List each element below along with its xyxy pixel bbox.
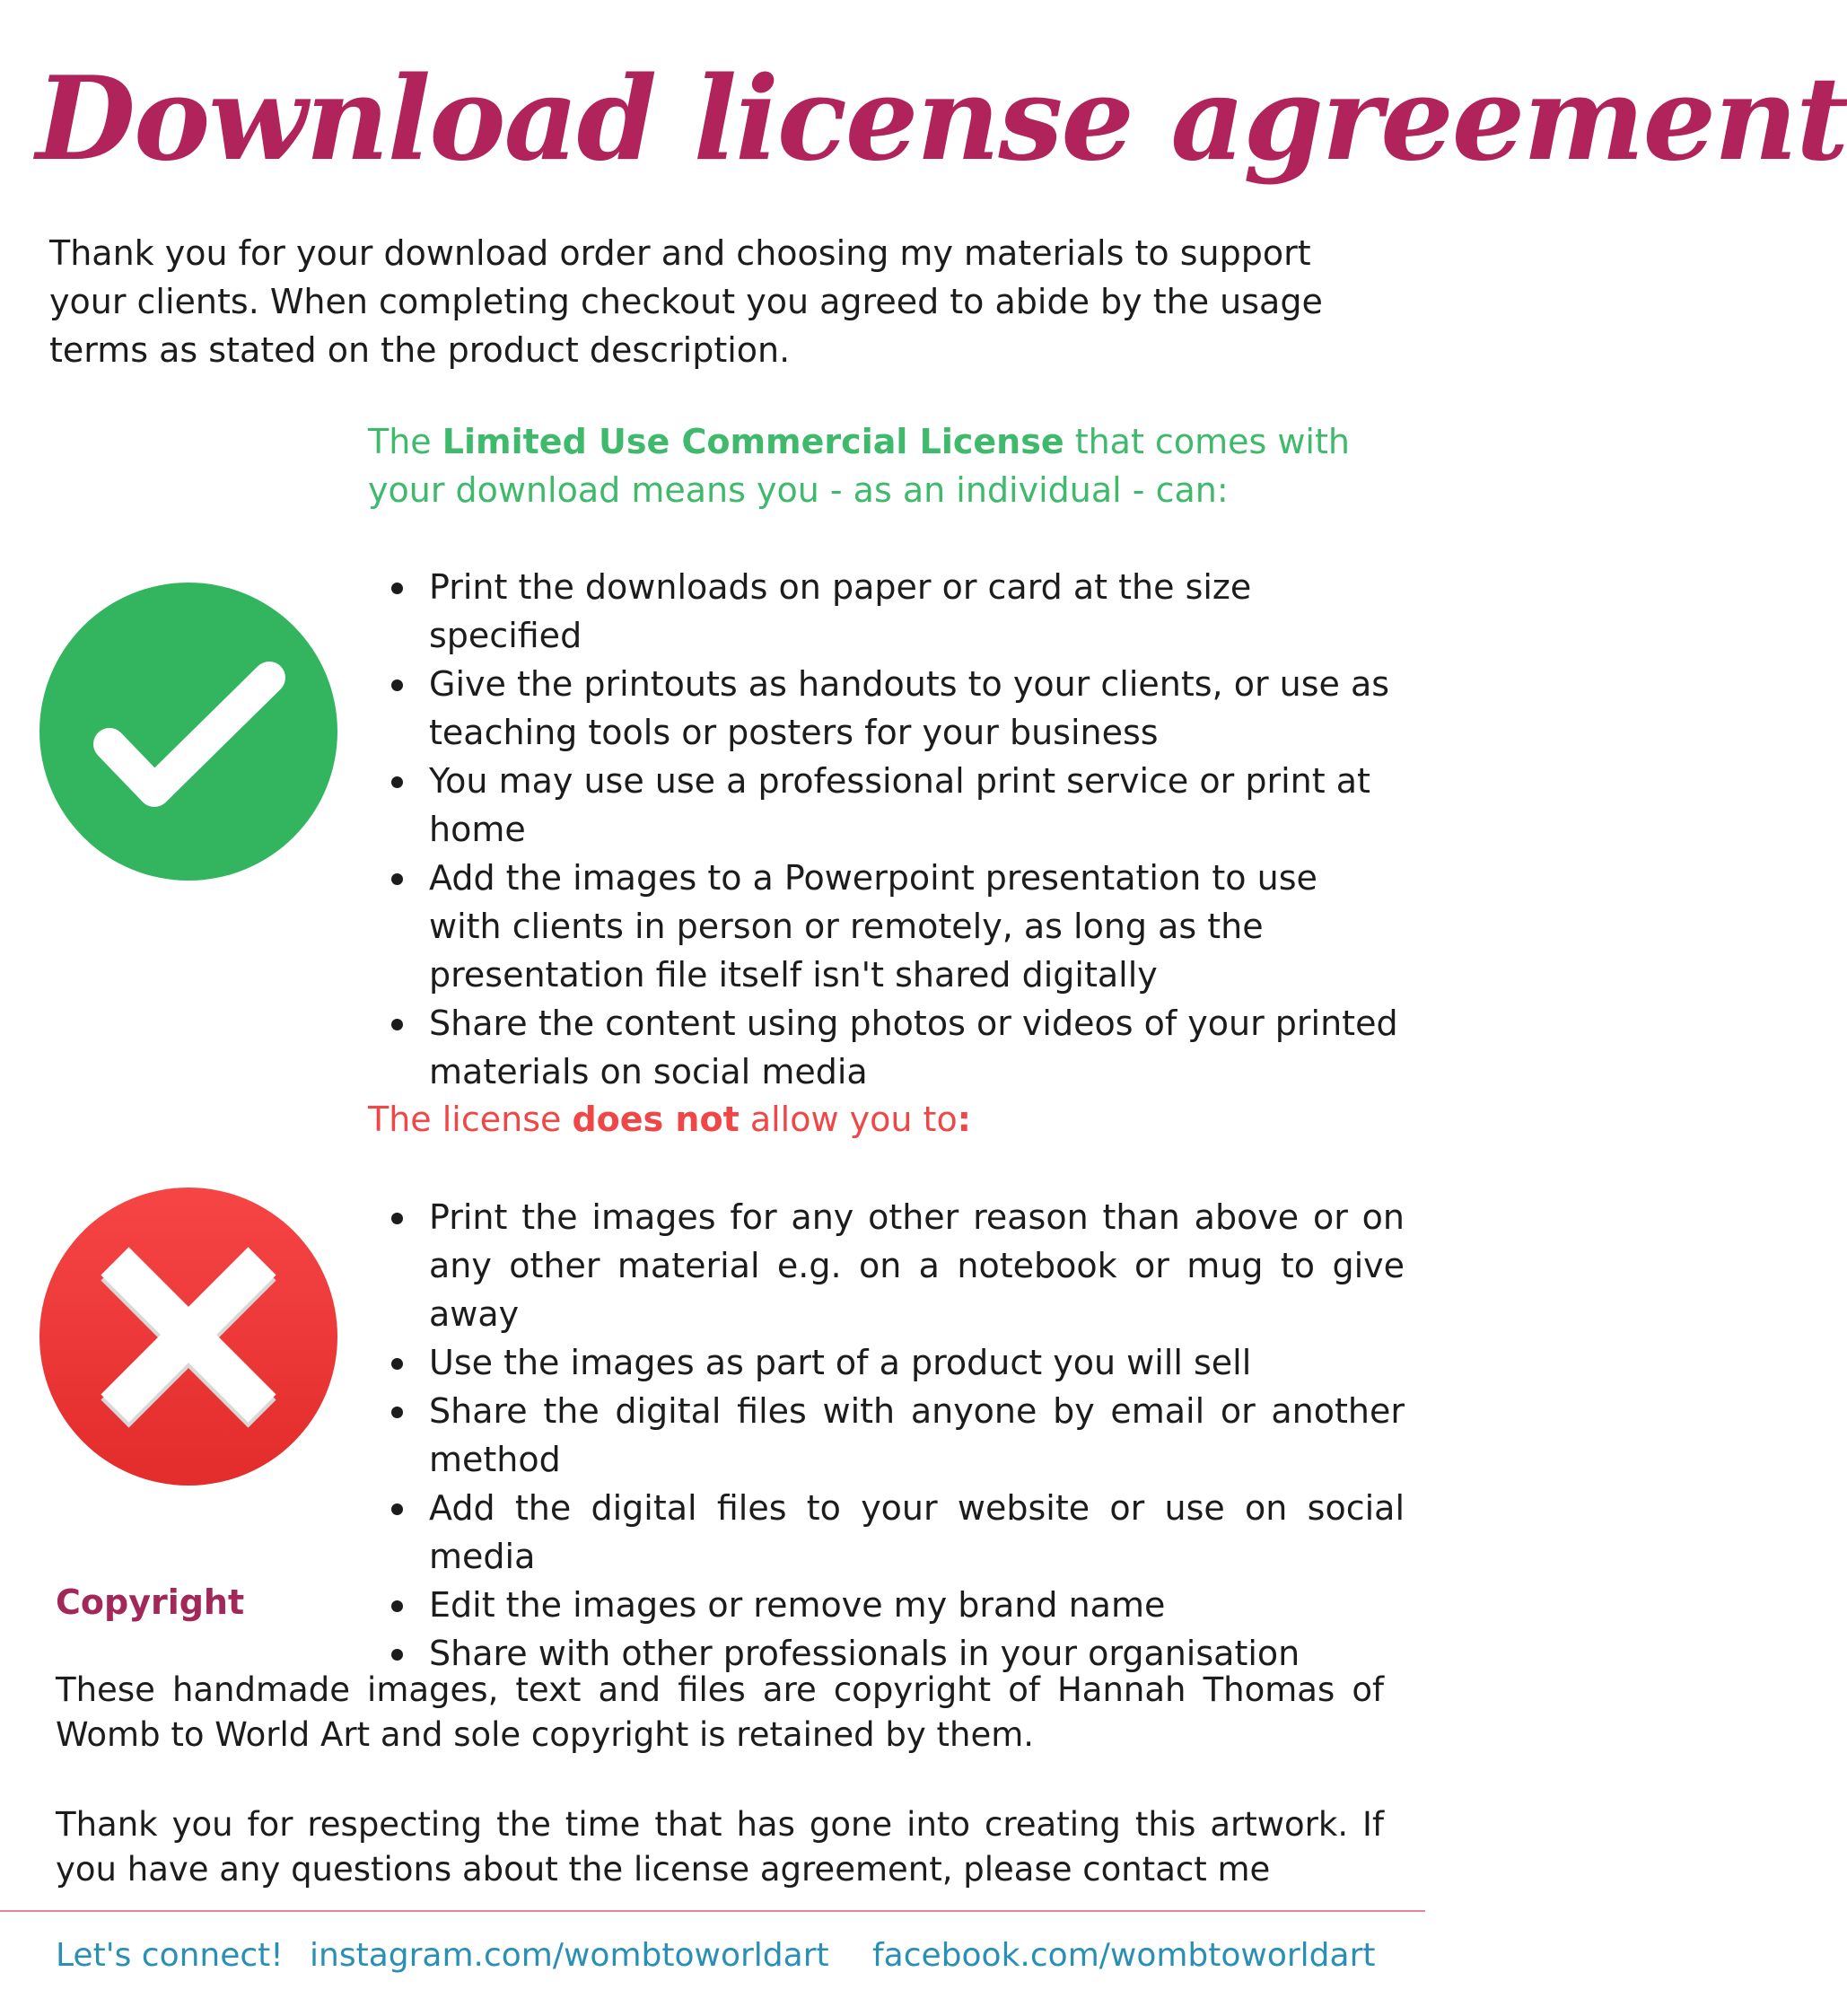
list-item bbox=[368, 854, 1400, 999]
list-item bbox=[368, 1484, 1405, 1581]
instagram-link[interactable]: instagram.com/wombtoworldart bbox=[310, 1937, 829, 1974]
bullet-dot bbox=[391, 776, 403, 788]
footer-divider bbox=[0, 1910, 1425, 1912]
list-item-text: Share the content using photos or videos of your printed materials on social media bbox=[429, 1004, 1398, 1091]
copyright-paragraph: These handmade images, text and files are copyright of Hannah Thomas of Womb to World Art and sole copyright is retained by them. bbox=[56, 1670, 1384, 1754]
bullet-dot bbox=[391, 1019, 403, 1030]
deny-heading-pre: The license bbox=[368, 1100, 573, 1139]
list-item bbox=[368, 1387, 1405, 1484]
bullet-dot bbox=[391, 873, 403, 885]
footer-connect-label: Let's connect! bbox=[56, 1937, 284, 1974]
allow-heading-pre: The bbox=[368, 422, 442, 461]
list-item-text: Give the printouts as handouts to your clients, or use as teaching tools or posters for your business bbox=[429, 664, 1390, 752]
bullet-dot bbox=[391, 1407, 403, 1418]
deny-heading-post: allow you to bbox=[739, 1100, 958, 1139]
deny-list bbox=[368, 1193, 1405, 1678]
bullet-dot bbox=[391, 1503, 403, 1515]
list-item bbox=[368, 1581, 1405, 1629]
allow-heading bbox=[368, 417, 1382, 514]
bullet-dot bbox=[391, 679, 403, 691]
list-item bbox=[368, 757, 1400, 854]
allow-heading-post: that comes with your download means you - as an individual - can: bbox=[368, 422, 1350, 510]
deny-heading bbox=[368, 1095, 1382, 1144]
list-item-text: Share with other professionals in your organisation bbox=[429, 1634, 1300, 1673]
bullet-dot bbox=[391, 1213, 403, 1224]
bullet-dot bbox=[391, 1600, 403, 1612]
list-item-text: You may use use a professional print service or print at home bbox=[429, 761, 1370, 849]
page-title: Download license agreement bbox=[36, 52, 1847, 187]
bullet-dot bbox=[391, 583, 403, 594]
list-item-text: Edit the images or remove my brand name bbox=[429, 1585, 1166, 1625]
list-item-text: Use the images as part of a product you will sell bbox=[429, 1343, 1252, 1382]
list-item-text: Share the digital files with anyone by email or another method bbox=[429, 1391, 1405, 1479]
copyright-heading: Copyright bbox=[56, 1582, 245, 1622]
cross-icon bbox=[39, 1188, 337, 1486]
check-icon bbox=[39, 583, 337, 881]
list-item-text: Print the images for any other reason than above or on any other material e.g. on a notebook or mug to give away bbox=[429, 1197, 1405, 1334]
list-item bbox=[368, 1338, 1405, 1387]
facebook-link[interactable]: facebook.com/wombtoworldart bbox=[872, 1937, 1376, 1974]
deny-heading-emphasis: does not bbox=[572, 1100, 740, 1139]
thanks-paragraph: Thank you for respecting the time that has gone into creating this artwork. If you have any questions about the license agreement, please contact me bbox=[56, 1805, 1384, 1889]
bullet-dot bbox=[391, 1358, 403, 1370]
list-item-text: Add the digital files to your website or use on social media bbox=[429, 1488, 1405, 1576]
allow-heading-license-name: Limited Use Commercial License bbox=[442, 422, 1064, 461]
allow-list bbox=[368, 563, 1400, 1096]
bullet-dot bbox=[391, 1649, 403, 1661]
list-item bbox=[368, 563, 1400, 660]
list-item-text: Print the downloads on paper or card at the size specified bbox=[429, 567, 1252, 655]
list-item bbox=[368, 999, 1400, 1096]
list-item-text: Add the images to a Powerpoint presentation to use with clients in person or remotely, as long as the presentation file itself isn't shared digitally bbox=[429, 858, 1317, 995]
intro-paragraph: Thank you for your download order and choosing my materials to support your clients. When completing checkout you agreed to abide by the usage terms as stated on the product description. bbox=[49, 233, 1323, 370]
list-item bbox=[368, 660, 1400, 757]
list-item bbox=[368, 1193, 1405, 1338]
deny-heading-colon: : bbox=[957, 1100, 971, 1139]
